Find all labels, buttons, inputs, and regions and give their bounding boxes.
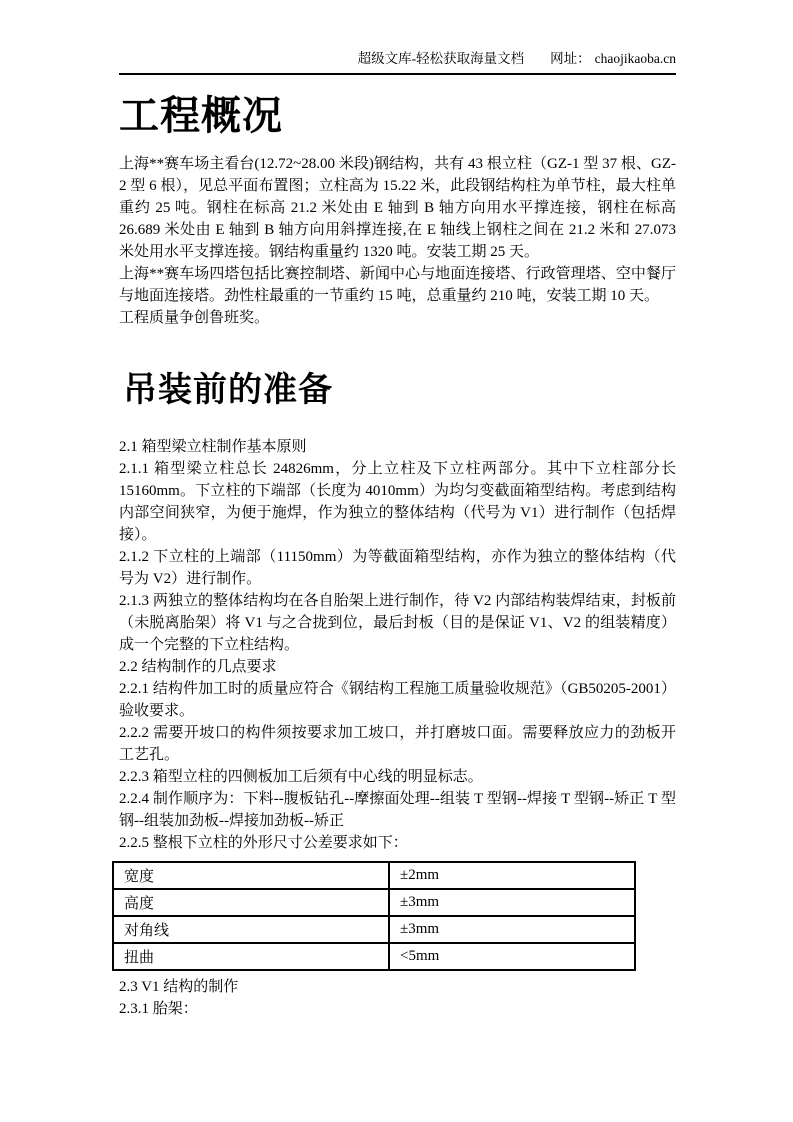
header-url-label: 网址： (550, 51, 591, 66)
table-cell-label: 扭曲 (113, 943, 389, 970)
paragraph: 2.1.2 下立柱的上端部（11150mm）为等截面箱型结构，亦作为独立的整体结构（代号为 V2）进行制作。 (119, 549, 676, 588)
paragraph: 2.2.3 箱型立柱的四侧板加工后须有中心线的明显标志。 (119, 769, 483, 786)
paragraph: 上海**赛车场主看台(12.72~28.00 米段)钢结构，共有 43 根立柱（GZ-1 型 37 根、GZ-2 型 6 根），见总平面布置图；立柱高为 15.22 米，此段钢结构柱为单节柱，最大柱单重约 25 吨。钢柱在标高 21.2 米处由 E 轴到 B 轴方向用水平撑连接，钢柱在标高 26.689 米处由 E 轴到 B 轴方向用斜撑连接,在 E 轴线上钢柱之间在 21.2 米和 27.073 米处用水平支撑连接。钢结构重量约 1320 吨。安装工期 25 天。 (119, 156, 676, 260)
project-overview-body (119, 153, 676, 329)
table-cell-label: 宽度 (113, 862, 389, 889)
paragraph: 2.1.3 两独立的整体结构均在各自胎架上进行制作，待 V2 内部结构装焊结束，封板前（未脱离胎架）将 V1 与之合拢到位，最后封板（目的是保证 V1、V2 的组装精度）成一个完整的下立柱结构。 (119, 593, 676, 654)
tolerance-table (112, 861, 636, 971)
table-row (113, 943, 635, 970)
paragraph: 2.2 结构制作的几点要求 (119, 659, 277, 676)
table-cell-value: ±2mm (389, 862, 635, 889)
paragraph: 2.1.1 箱型梁立柱总长 24826mm，分上立柱及下立柱两部分。其中下立柱部分长 15160mm。下立柱的下端部（长度为 4010mm）为均匀变截面箱型结构。考虑到结构内部空间狭窄，为便于施焊，作为独立的整体结构（代号为 V1）进行制作（包括焊接）。 (119, 461, 676, 544)
table-cell-label: 对角线 (113, 916, 389, 943)
table-cell-value: ±3mm (389, 889, 635, 916)
paragraph: 2.3.1 胎架： (119, 1001, 198, 1018)
paragraph: 2.2.4 制作顺序为：下料--腹板钻孔--摩擦面处理--组装 T 型钢--焊接 T 型钢--矫正 T 型钢--组装加劲板--焊接加劲板--矫正 (119, 791, 676, 830)
paragraph: 上海**赛车场四塔包括比赛控制塔、新闻中心与地面连接塔、行政管理塔、空中餐厅与地面连接塔。劲性柱最重的一节重约 15 吨，总重量约 210 吨，安装工期 10 天。 (119, 266, 676, 304)
table-cell-value: ±3mm (389, 916, 635, 943)
page-header (119, 50, 676, 75)
header-url: chaojikaoba.cn (594, 51, 676, 66)
table-cell-value: <5mm (389, 943, 635, 970)
paragraph: 2.3 V1 结构的制作 (119, 979, 239, 996)
section-title-project-overview: 工程概况 (119, 93, 283, 138)
header-branding: 超级文库-轻松获取海量文档 (357, 51, 525, 66)
section-title-hoisting-preparation: 吊装前的准备 (123, 372, 333, 409)
paragraph: 2.2.5 整根下立柱的外形尺寸公差要求如下： (119, 835, 408, 852)
paragraph: 2.2.2 需要开坡口的构件须按要求加工坡口，并打磨坡口面。需要释放应力的劲板开工艺孔。 (119, 725, 676, 764)
hoisting-preparation-body (119, 436, 676, 1020)
table-row (113, 916, 635, 943)
paragraph: 工程质量争创鲁班奖。 (119, 310, 270, 326)
paragraph: 2.2.1 结构件加工时的质量应符合《钢结构工程施工质量验收规范》（GB50205-2001）验收要求。 (119, 681, 676, 720)
table-row (113, 889, 635, 916)
paragraph: 2.1 箱型梁立柱制作基本原则 (119, 439, 307, 456)
table-row (113, 862, 635, 889)
table-cell-label: 高度 (113, 889, 389, 916)
